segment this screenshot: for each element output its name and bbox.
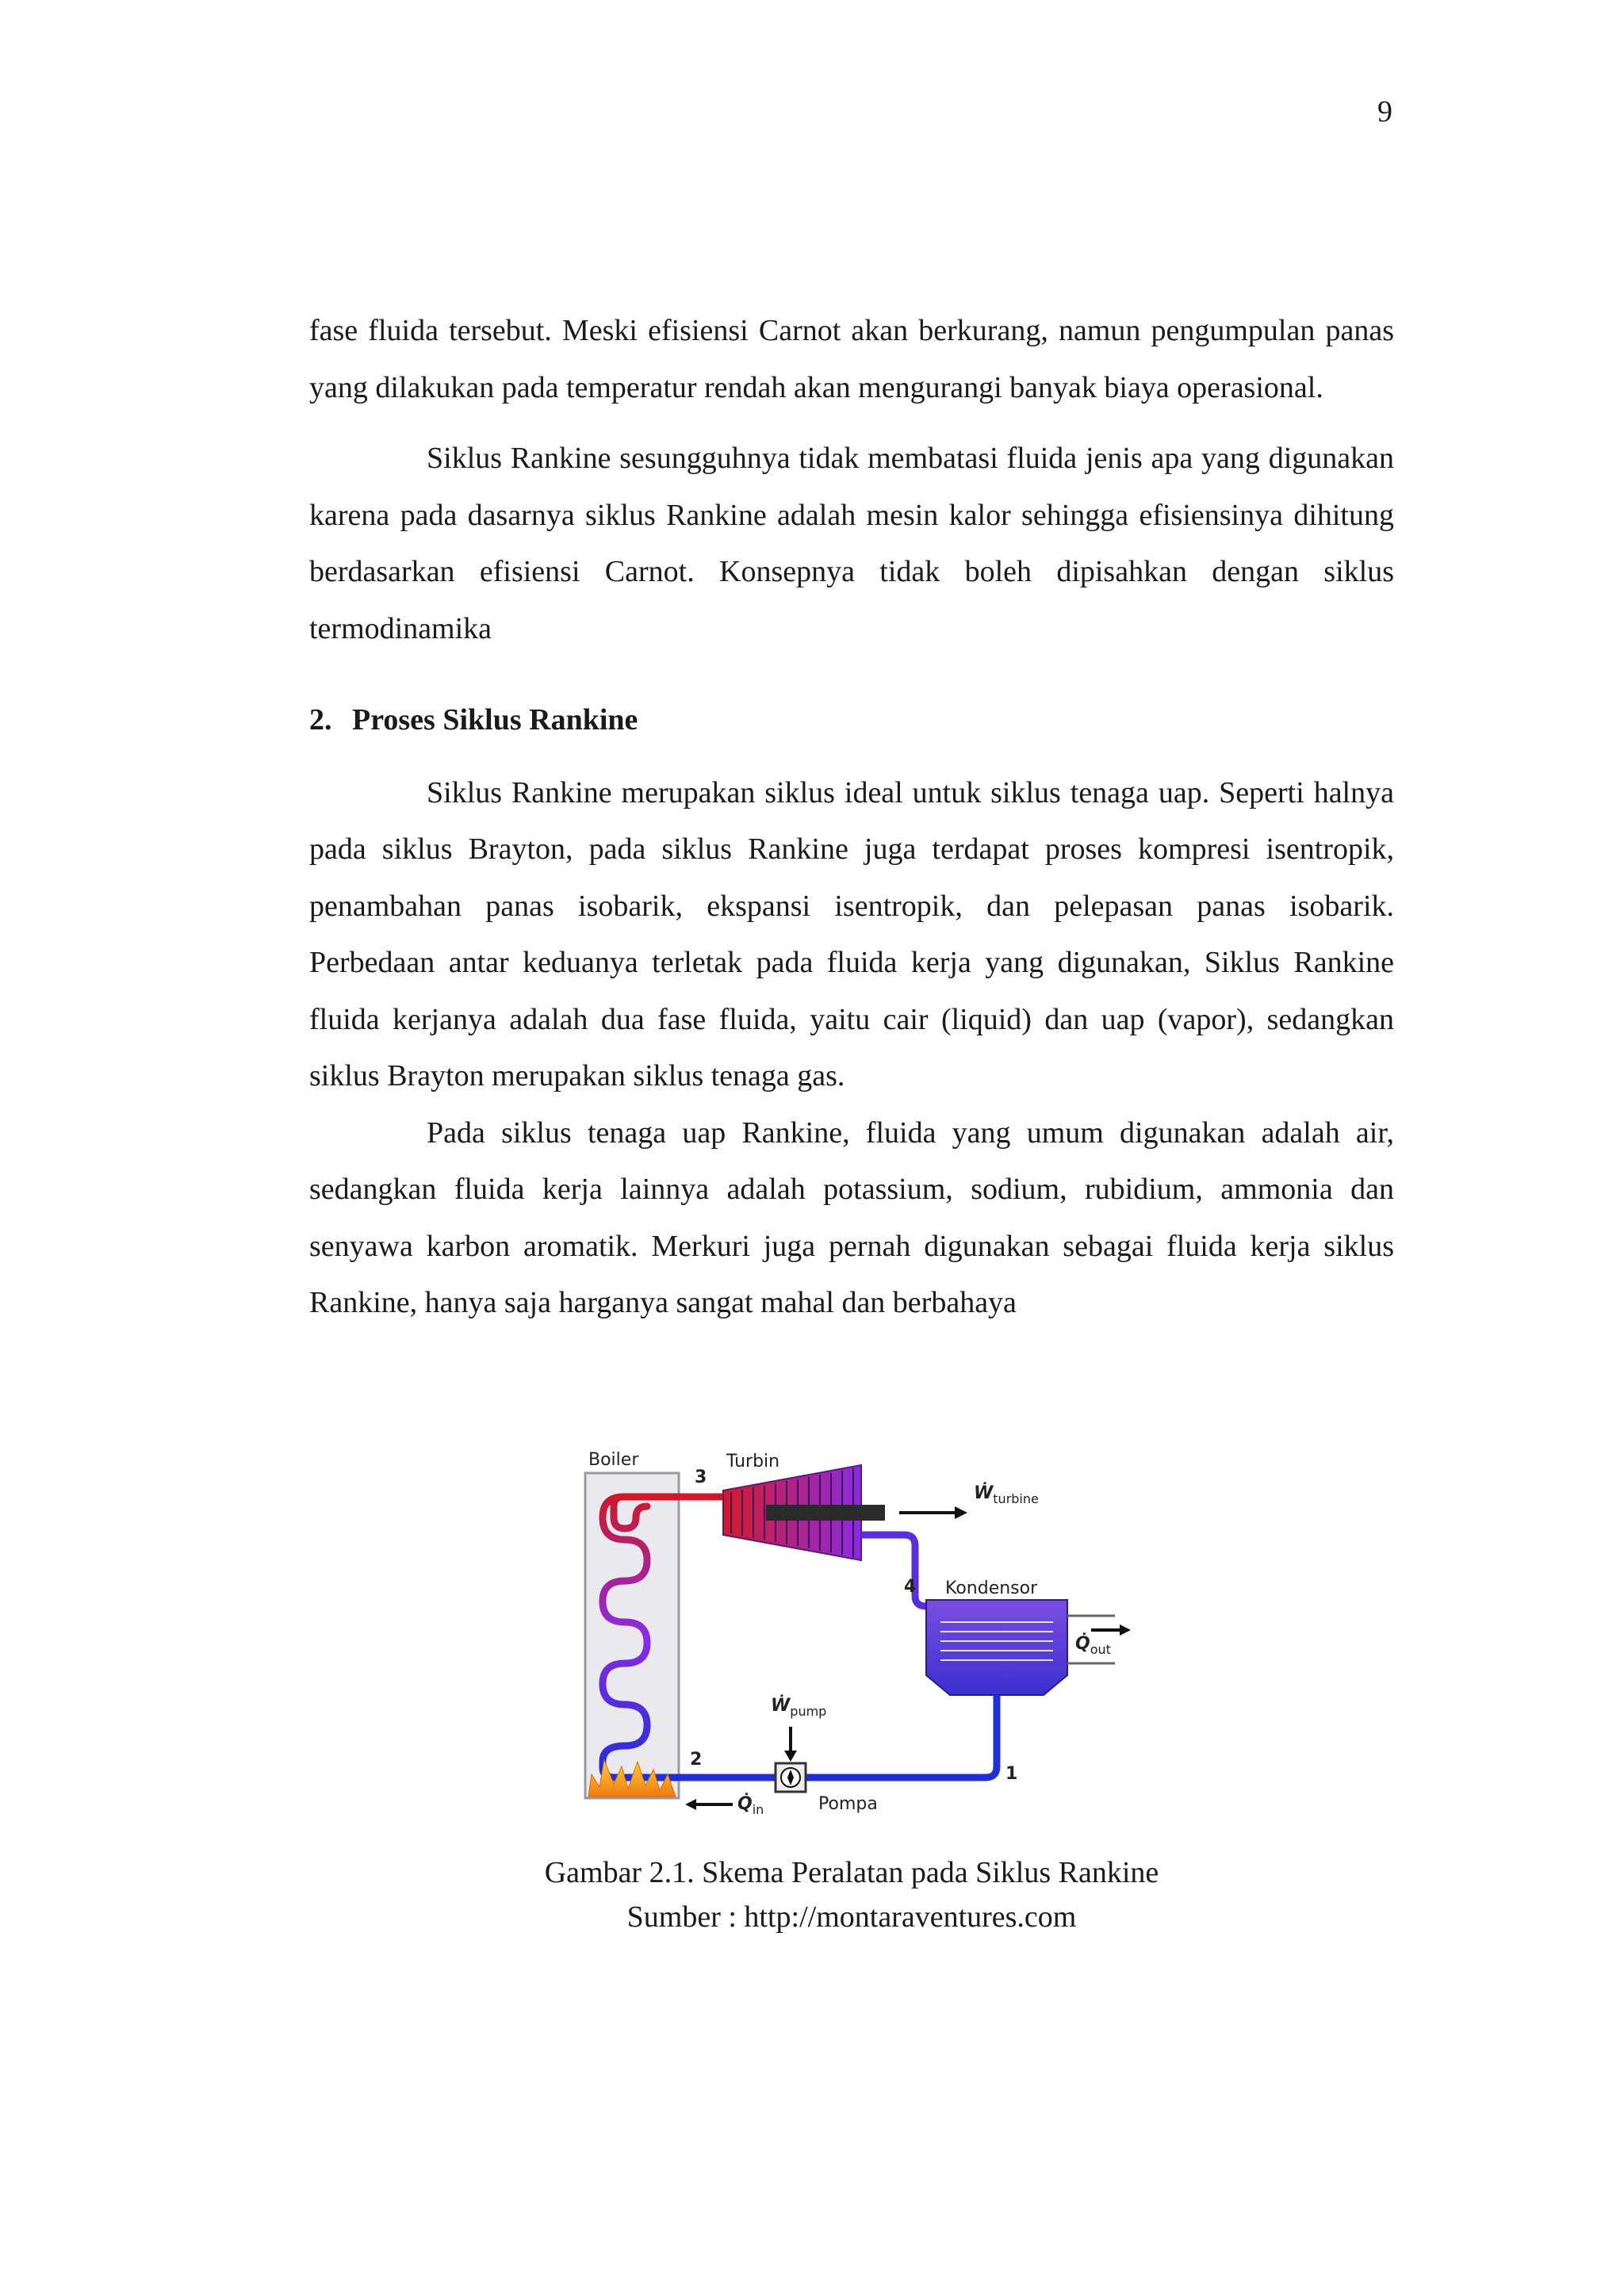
section-number: 2. <box>309 703 332 737</box>
state-point-1: 1 <box>1005 1764 1018 1784</box>
turbin-label: Turbin <box>726 1452 780 1471</box>
condensate-pipe <box>806 1695 997 1777</box>
q-in-symbol: Q̇in <box>737 1794 764 1814</box>
kondensor-label: Kondensor <box>945 1578 1038 1598</box>
pump <box>776 1763 806 1792</box>
w-turbine-arrow <box>899 1506 967 1519</box>
q-out-arrow <box>1091 1624 1131 1636</box>
q-out-symbol: Q̇out <box>1075 1634 1111 1657</box>
condenser <box>926 1600 1067 1695</box>
w-pump-symbol: Ẇpump <box>771 1696 827 1719</box>
paragraph-1: fase fluida tersebut. Meski efisiensi Carnot akan berkurang, namun pengumpulan panas yang dilakukan pada temperatur rendah akan mengurangi banyak biaya operasional. <box>309 314 1394 404</box>
rankine-diagram <box>568 1441 1139 1814</box>
page-body <box>309 303 1394 1346</box>
boiler-label: Boiler <box>588 1450 639 1470</box>
paragraph-3: Siklus Rankine merupakan siklus ideal untuk siklus tenaga uap. Seperti halnya pada siklus Brayton, pada siklus Rankine juga terdapat proses kompresi isentropik, penambahan panas isobarik, ekspansi isentropik, dan pelepasan panas isobarik. Perbedaan antar keduanya terletak pada fluida kerja yang digunakan, Siklus Rankine fluida kerjanya adalah dua fase fluida, yaitu cair (liquid) dan uap (vapor), sedangkan siklus Brayton merupakan siklus tenaga gas. <box>309 775 1394 1093</box>
paragraph-4: Pada siklus tenaga uap Rankine, fluida yang umum digunakan adalah air, sedangkan fluida kerja lainnya adalah potassium, sodium, rubidium, ammonia dan senyawa karbon aromatik. Merkuri juga pernah digunakan sebagai fluida kerja siklus Rankine, hanya saja harganya sangat mahal dan berbahaya <box>309 1115 1394 1319</box>
section-heading <box>309 692 1394 749</box>
rankine-diagram-svg <box>568 1441 1139 1814</box>
q-in-arrow <box>685 1799 733 1810</box>
w-turbine-symbol: Ẇturbine <box>974 1483 1039 1506</box>
state-point-3: 3 <box>695 1468 707 1487</box>
pompa-label: Pompa <box>818 1794 878 1814</box>
figure-caption: Gambar 2.1. Skema Peralatan pada Siklus Rankine <box>544 1856 1159 1889</box>
w-pump-arrow <box>784 1727 797 1762</box>
section-title: Proses Siklus Rankine <box>352 703 638 737</box>
page-number: 9 <box>1377 95 1392 128</box>
state-point-4: 4 <box>904 1577 917 1597</box>
figure-source: Sumber : http://montaraventures.com <box>626 1900 1077 1934</box>
turbine-shaft <box>766 1505 885 1521</box>
paragraph-2: Siklus Rankine sesungguhnya tidak membatasi fluida jenis apa yang digunakan karena pada dasarnya siklus Rankine adalah mesin kalor sehingga efisiensinya dihitung berdasarkan efisiensi Carnot. Konsepnya tidak boleh dipisahkan dengan siklus termodinamika <box>309 442 1394 645</box>
exhaust-pipe <box>861 1535 931 1606</box>
state-point-2: 2 <box>690 1750 703 1770</box>
